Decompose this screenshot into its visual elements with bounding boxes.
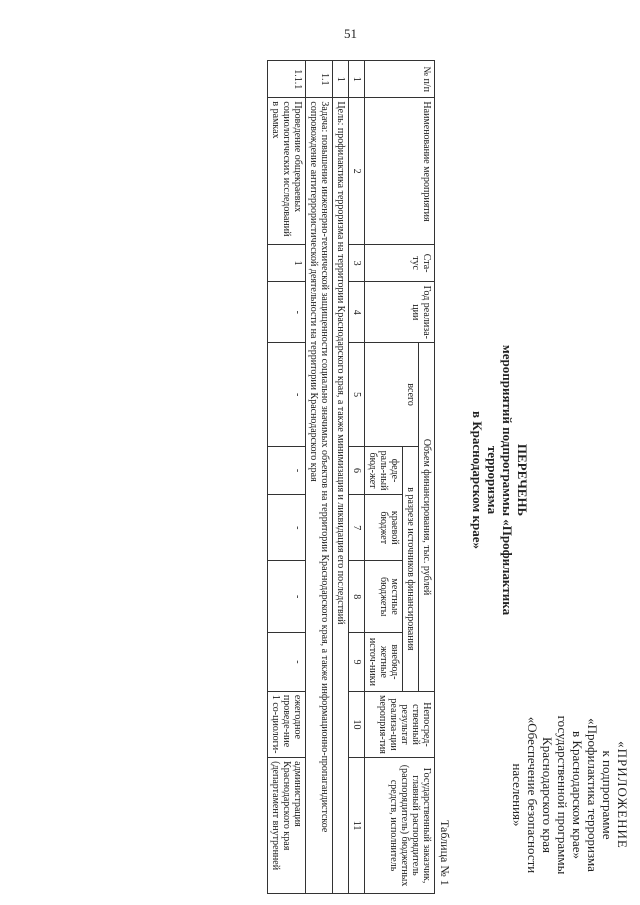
col-number: 11 bbox=[349, 758, 365, 894]
item-customer: администрация Краснодарского края (департамент внутренней bbox=[268, 758, 306, 894]
goal-text: Цель: профилактика терроризма на территории Краснодарского края, а также минимизация и ликвидация его последствий bbox=[333, 98, 349, 894]
col-name-header: Наименование мероприятия bbox=[365, 98, 435, 244]
col-number: 4 bbox=[349, 282, 365, 343]
col-number: 2 bbox=[349, 98, 365, 244]
appendix-header bbox=[510, 690, 630, 900]
title-line: в Краснодарском крае» bbox=[470, 410, 485, 550]
table-label: Таблица № 1 bbox=[438, 820, 452, 886]
col-regional-header: краевой бюджет bbox=[365, 495, 403, 561]
appendix-line: «Обеспечение безопасности населения» bbox=[510, 716, 540, 874]
item-status: 1 bbox=[268, 244, 306, 281]
col-number: 1 bbox=[349, 61, 365, 98]
item-federal: - bbox=[268, 446, 306, 494]
col-sources-header: в разрезе источников финансирования bbox=[403, 446, 419, 691]
item-name: Проведение общекраевых социологических исследований в рамках bbox=[268, 98, 306, 244]
col-customer-header: Государственный заказчик, главный распорядитель (распорядитель) бюджетных средств, исполнитель bbox=[365, 758, 435, 894]
task-text: Задача: повышение инженерно-технической защищенности социально значимых объектов на территории Краснодарского края, а также информационно-пропагандистское сопровождение антитеррористической деятельности на территории Краснодарского края bbox=[306, 98, 333, 894]
task-num: 1.1 bbox=[306, 61, 333, 98]
col-local-header: местные бюджеты bbox=[365, 561, 403, 633]
col-number: 8 bbox=[349, 561, 365, 633]
measures-table bbox=[267, 60, 435, 894]
col-year-header: Год реализа-ции bbox=[365, 282, 435, 343]
col-number: 3 bbox=[349, 244, 365, 281]
col-funding-header: Объем финансирования, тыс. рублей bbox=[419, 343, 435, 692]
col-number: 7 bbox=[349, 495, 365, 561]
col-extrabudget-header: внебюд-жетные источ-ники bbox=[365, 633, 403, 692]
item-total: - bbox=[268, 343, 306, 447]
appendix-line: «ПРИЛОЖЕНИЕ bbox=[615, 741, 630, 849]
item-regional: - bbox=[268, 495, 306, 561]
appendix-line: к подпрограмме bbox=[600, 750, 615, 840]
col-number: 10 bbox=[349, 691, 365, 757]
col-number: 6 bbox=[349, 446, 365, 494]
col-number: 5 bbox=[349, 343, 365, 447]
header-row bbox=[419, 61, 435, 894]
item-result: ежегодное проведе-ние 1 со-циологи- bbox=[268, 691, 306, 757]
title-line: ПЕРЕЧЕНЬ bbox=[515, 443, 530, 517]
item-num: 1.1.1 bbox=[268, 61, 306, 98]
item-extrabudget: - bbox=[268, 633, 306, 692]
item-year: - bbox=[268, 282, 306, 343]
col-federal-header: феде-раль-ный бюд-жет bbox=[365, 446, 403, 494]
col-total-header: всего bbox=[365, 343, 419, 447]
task-row bbox=[306, 61, 333, 894]
appendix-line: Краснодарского края bbox=[540, 737, 555, 853]
column-numbers-row bbox=[349, 61, 365, 894]
title-line: мероприятий подпрограммы «Профилактика терроризма bbox=[485, 344, 515, 616]
col-num-header: № п/п bbox=[365, 61, 435, 98]
col-number: 9 bbox=[349, 633, 365, 692]
rotated-sheet bbox=[70, 60, 630, 900]
table-row bbox=[268, 61, 306, 894]
appendix-line: «Профилактика терроризма bbox=[585, 718, 600, 872]
col-status-header: Ста-тус bbox=[365, 244, 435, 281]
col-result-header: Непосред-ственный результат реализа-ции мероприя-тия bbox=[365, 691, 435, 757]
goal-row bbox=[333, 61, 349, 894]
item-local: - bbox=[268, 561, 306, 633]
document-title bbox=[470, 330, 530, 630]
page-number: 51 bbox=[344, 26, 357, 41]
appendix-line: государственной программы bbox=[555, 715, 570, 875]
appendix-line: в Краснодарском крае» bbox=[570, 730, 585, 860]
goal-num: 1 bbox=[333, 61, 349, 98]
